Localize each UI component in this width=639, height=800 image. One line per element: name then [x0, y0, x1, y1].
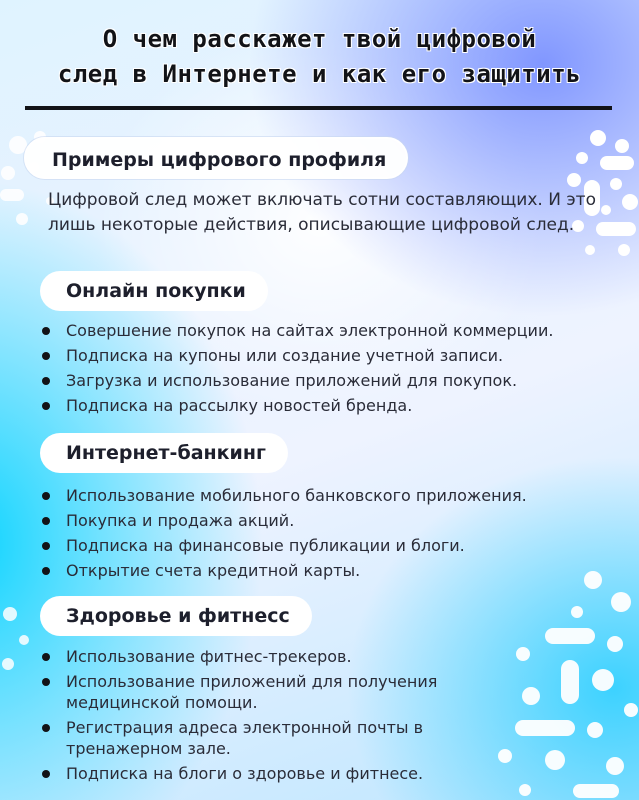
- intro-text: Цифровой след может включать сотни составляющих. И это лишь некоторые действия, описывающие цифровой след.: [48, 190, 596, 235]
- section-heading-digital-profile: Примеры цифрового профиля: [24, 137, 408, 179]
- health-fitness-list: [40, 646, 500, 788]
- section-heading-online-shopping: Онлайн покупки: [40, 271, 268, 311]
- title-divider: [25, 106, 612, 110]
- list-item: Загрузка и использование приложений для покупок.: [40, 370, 630, 391]
- online-shopping-list: [40, 320, 630, 420]
- section-heading-internet-banking: Интернет-банкинг: [40, 433, 288, 473]
- list-item: Использование мобильного банковского приложения.: [40, 485, 630, 506]
- page-title-line-2: след в Интернете и как его защитить: [57, 60, 582, 88]
- page-title: [0, 22, 639, 92]
- list-item: Совершение покупок на сайтах электронной коммерции.: [40, 320, 630, 341]
- decorative-blob-left: [0, 600, 40, 690]
- list-item: Использование приложений для получения медицинской помощи.: [40, 671, 500, 713]
- list-item: Открытие счета кредитной карты.: [40, 560, 630, 581]
- list-item: Использование фитнес-трекеров.: [40, 646, 500, 667]
- list-item: Подписка на купоны или создание учетной записи.: [40, 345, 630, 366]
- decorative-blob-bottom-right: [485, 560, 639, 800]
- page-title-line-1: О чем расскажет твой цифровой: [102, 25, 537, 53]
- internet-banking-list: [40, 485, 630, 585]
- list-item: Подписка на блоги о здоровье и фитнесе.: [40, 763, 500, 784]
- list-item: Регистрация адреса электронной почты в тренажерном зале.: [40, 717, 500, 759]
- list-item: Покупка и продажа акций.: [40, 510, 630, 531]
- section-heading-health-fitness: Здоровье и фитнесс: [40, 596, 312, 636]
- list-item: Подписка на финансовые публикации и блоги.: [40, 535, 630, 556]
- list-item: Подписка на рассылку новостей бренда.: [40, 395, 630, 416]
